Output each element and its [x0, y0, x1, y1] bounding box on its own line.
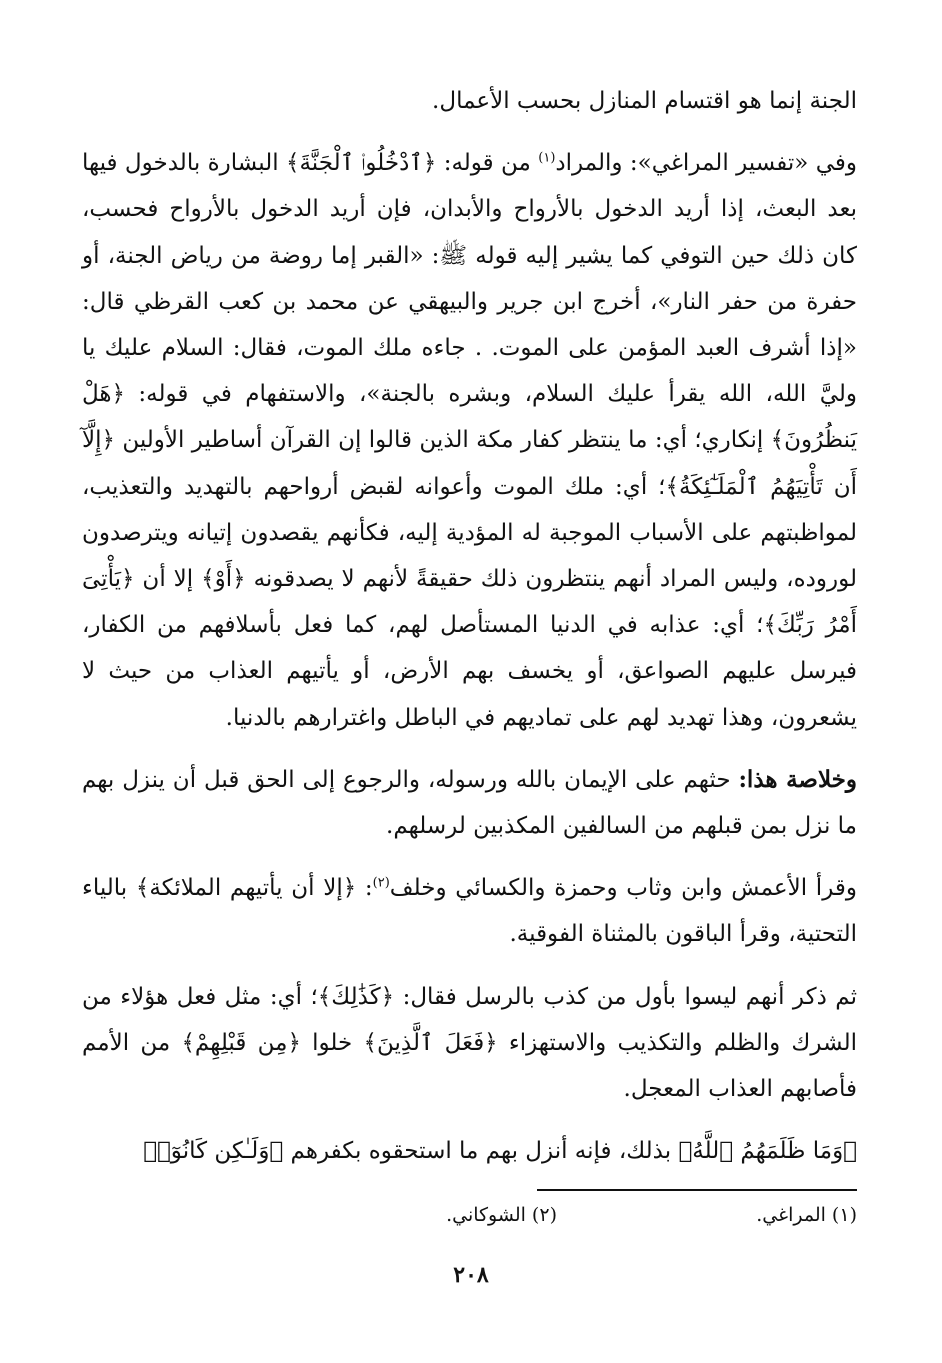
paragraph-2-text-a: وفي «تفسير المراغي»: والمراد: [555, 150, 857, 177]
paragraph-5-text: ثم ذكر أنهم ليسوا بأول من كذب بالرسل فقال: ﴿كَذَٰلِكَ﴾؛ أي: مثل فعل هؤلاء من الشرك والظلم والتكذيب والاستهزاء ﴿فَعَلَ ٱلَّذِينَ﴾ خلوا ﴿مِن قَبْلِهِمْ﴾ من الأمم فأصابهم العذاب المعجل.: [82, 983, 857, 1103]
footnote-1: (١) المراغي.: [756, 1204, 857, 1226]
paragraph-1: [82, 78, 857, 124]
paragraph-1-text: الجنة إنما هو اقتسام المنازل بحسب الأعمال.: [432, 88, 857, 114]
footnote-ref-2: (٢): [372, 875, 390, 891]
paragraph-4: [82, 865, 857, 957]
body-text: [82, 78, 857, 1174]
paragraph-3: [82, 757, 857, 849]
paragraph-4-text-a: وقرأ الأعمش وابن وثاب وحمزة والكسائي وخلف: [389, 875, 857, 902]
page-number: ٢٠٨: [453, 1262, 489, 1288]
footnote-2: (٢) الشوكاني.: [446, 1204, 557, 1226]
footnote-ref-1: (١): [538, 150, 556, 166]
summary-label: وخلاصة هذا:: [738, 765, 858, 793]
paragraph-6: [82, 1128, 857, 1174]
paragraph-2: [82, 140, 857, 741]
paragraph-2-text-b: من قوله: ﴿ٱدْخُلُوا۟ ٱلْجَنَّةَ﴾ البشارة بالدخول فيها بعد البعث، إذا أريد الدخول بالأرواح والأبدان، فإن أريد الدخول بالأرواح فحسب، كان ذلك حين التوفي كما يشير إليه قوله ﷺ: «القبر إما روضة من رياض الجنة، أو حفرة من حفر النار»، أخرج ابن جرير والبيهقي عن محمد بن كعب القرظي قال: «إذا أشرف العبد المؤمن على الموت. . جاءه ملك الموت، فقال: السلام عليك يا وليَّ الله، الله يقرأ عليك السلام، وبشره بالجنة»، والاستفهام في قوله: ﴿هَلْ يَنظُرُونَ﴾ إنكاري؛ أي: ما ينتظر كفار مكة الذين قالوا إن القرآن أساطير الأولين ﴿إِلَّآ أَن تَأْتِيَهُمُ ٱلْمَلَـٰٓئِكَةُ﴾؛ أي: ملك الموت وأعوانه لقبض أرواحهم بالتهديد والتعذيب، لمواظبتهم على الأسباب الموجبة له المؤدية إليه، فكأنهم يقصدون إتيانه ويترصدون لوروده، وليس المراد أنهم ينتظرون ذلك حقيقةً لأنهم لا يصدقونه ﴿أَوْ﴾ إلا أن ﴿يَأْتِىَ أَمْرُ رَبِّكَ﴾؛ أي: عذابه في الدنيا المستأصل لهم، كما فعل بأسلافهم من الكفار، فيرسل عليهم الصواعق، أو يخسف بهم الأرض، أو يأتيهم العذاب من حيث لا يشعرون، وهذا تهديد لهم على تماديهم في الباطل واغترارهم بالدنيا.: [82, 150, 857, 731]
footnote-divider: [537, 1189, 857, 1191]
paragraph-3-text: حثهم على الإيمان بالله ورسوله، والرجوع إلى الحق قبل أن ينزل بهم ما نزل بمن قبلهم من السالفين المكذبين لرسلهم.: [82, 766, 857, 840]
footnotes: [82, 1200, 857, 1230]
paragraph-5: [82, 974, 857, 1113]
paragraph-4-text-b: : ﴿إلا أن يأتيهم الملائكة﴾ بالياء التحتية، وقرأ الباقون بالمثناة الفوقية.: [82, 875, 857, 948]
paragraph-6-text: ﴿وَمَا ظَلَمَهُمُ ٱللَّهُ﴾ بذلك، فإنه أنزل بهم ما استحقوه بكفرهم ﴿وَلَـٰكِن كَانُوٓا۟: [143, 1138, 857, 1165]
